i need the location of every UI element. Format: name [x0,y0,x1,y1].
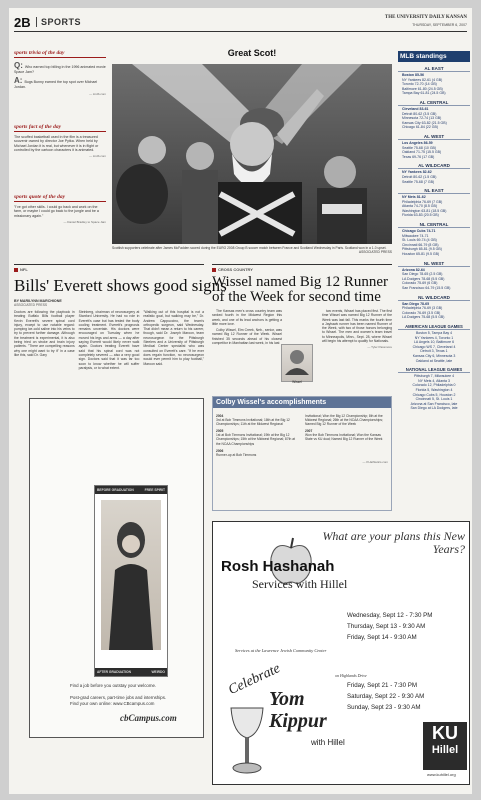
accomplishment-year: 2007 [305,429,313,434]
division-name: NL EAST [398,188,470,194]
wissel-kicker: CROSS COUNTRY [218,267,253,272]
kiddush-cup-icon [227,704,267,776]
wissel-credit: — Tyler Passmore [367,345,392,350]
game-result: Cincinnati 5, St. Louis 1 [415,397,453,402]
ad-line-3: Find your own online: www.CBcampus.com [70,701,155,706]
standings-team-row: Minnesota 72-74 (13 GB) [402,116,442,121]
fact-credit: — imdb.com [89,154,106,159]
standings-team-row: Detroit 80-62 (1.5 GB) [402,174,437,179]
standings-team-row: Pittsburgh 65-81 (9.5 GB) [402,247,442,252]
division-name: AL CENTRAL [398,100,470,106]
quote-title: sports quote of the day [14,194,106,202]
hillel-ad [212,521,470,785]
question-label: Q: [14,61,23,70]
game-result: LA Angels 10, Baltimore 6 [413,340,455,345]
standings-team-row: San Francisco 64-79 (15.5 GB) [402,286,451,290]
mlb-standings [398,51,470,517]
standings-team-row: Houston 65-81 (9.5 GB) [402,252,440,257]
accomplishment-text: Won the Bob Timmons Invitational; Won the Kansas State vs KU dual; Named Big 12 Runner of the Week [305,433,383,442]
game-result: Pittsburgh 7, Milwaukee 4 [413,374,455,379]
division-name: NL WILDCARD [398,295,470,301]
answer-text: Bugs Bunny earned the top spot over Michael Jordan. [14,80,98,90]
standings-team-row: NY Yankees 82-61 (4 GB) [402,77,443,82]
standings-team-row: San Diego 78-65 [402,301,430,306]
page-header [14,14,467,32]
standings-team-row: LA Dodgers 75-68 (5.5 GB) [402,315,445,320]
masthead: THE UNIVERSITY DAILY KANSAN [384,15,467,20]
photo-caption-text: Scottish supporters celebrate after James McFadden scored during the EURO 2008 Group B soccer match between France and Scotland Wednesday in Paris. Scotland won in a 1-0 upset. [112,246,387,250]
standings-team-row: Baltimore 61-80 (24.5 GB) [402,86,443,91]
kicker-square-icon [212,268,216,272]
wissel-para-2: Colby Wissel, Elm Creek, Neb., senior, was named Big 12 Runner of the Week. Wissel finished 35 seconds ahead of his closest competitor in Manhattan last week, in his last [212,328,282,346]
free-spirit-label: FREE SPIRIT [144,488,165,492]
service-date: Wednesday, Sept 12 - 7:30 PM [347,612,433,619]
accomplishments-left [216,411,299,457]
al-games-title: AMERICAN LEAGUE GAMES [398,324,470,330]
trivia-title: sports trivia of the day [14,50,106,58]
hillel-logo-text: Hillel [431,744,459,756]
accomplishments-title: Colby Wissel's accomplishments [213,397,391,408]
al-games-list [398,331,470,363]
standings-title: MLB standings [398,51,470,62]
accomplishment-year: 2005 [216,429,224,434]
standings-division [398,295,470,320]
kippur-text: Kippur [269,710,327,732]
standings-team-row: Cleveland 83-61 [402,106,429,111]
quote-text: "I've got other skills. I could go back and work on the farm, or maybe I could go back to the jungle and be a missionary again." [14,205,99,218]
accomplishment-text: 3rd at Bob Timmons Invitational; 18th at the Big 12 Championships; 11th at the Midwest Regional [216,418,290,427]
nl-games-list [398,374,470,411]
service-location: Services at the Lawrence Jewish Community Center [235,648,327,653]
accomplishments-credit: — KUathletics.com [362,459,388,464]
ku-logo-text: KU [432,723,458,743]
standings-team-row: Seattle 75-68 (10 GB) [402,145,437,150]
standings-team-row: Chicago Cubs 74-71 [402,229,436,234]
game-result: NY Mets 4, Atlanta 3 [418,378,450,383]
services-title: Services with Hillel [252,577,348,591]
page-number: 2B [14,15,31,30]
standings-team-row: Arizona 82-64 [402,267,425,272]
accomplishments-box [212,396,392,511]
wissel-headline: Wissel named Big 12 Runner of the Week for second time [212,274,389,305]
standings-team-row: LA Dodgers 78-68 (5.5 GB) [402,276,445,281]
division-name: NL CENTRAL [398,222,470,228]
standings-team-row: Colorado 76-69 (3.5 GB) [402,310,441,315]
standings-division [398,163,470,184]
service-date: Saturday, Sept 22 - 9:30 AM [347,693,425,700]
standings-team-row: Milwaukee 74-71 [402,233,429,238]
standings-team-row: Atlanta 74-70 (8.5 GB) [402,204,438,209]
standings-team-row: Cincinnati 66-79 (8 GB) [402,242,439,247]
ad-tagline: What are your plans this New Years? [322,529,465,556]
service-date: Thursday, Sept 13 - 9:30 AM [347,623,426,630]
standings-divisions [398,66,470,320]
hillel-url: www.kuhillel.org [427,772,456,777]
quote-box [14,194,106,224]
photo-caption [112,246,392,254]
newspaper-page [9,8,472,794]
standings-team-row: Philadelphia 76-69 (7 GB) [402,199,443,204]
trivia-credit: — imdb.com [89,91,106,96]
fact-box [14,124,106,158]
cbcampus-ad [29,398,204,738]
standings-team-row: Los Angeles 86-59 [402,140,433,145]
bills-headline: Bills' Everett shows good signs [14,276,227,295]
standings-team-row: Detroit 80-62 (3.5 GB) [402,111,437,116]
bills-article [14,264,227,392]
bills-agency: ASSOCIATED PRESS [14,303,48,307]
photo-credit: ASSOCIATED PRESS [358,250,392,254]
wissel-article [212,264,392,392]
standings-team-row: Kansas City 63-82 (21.5 GB) [402,120,447,125]
with-hillel-text: with Hillel [311,738,345,747]
wissel-para-3: two events, Wissel has placed first. The first time Wissel was named Big 12 Runner of the Week was last fall. This marks the fourth time a Jayhawk runner has been named Runner of the Week, with two of those honors belonging to Wissel. The men and women's team travel to Minneapolis, Minn., Sept. 28, where Wissel will begin his attempt to qualify for Nationals. [322,309,392,344]
mugshot-caption: Wissel [292,380,302,384]
game-result: Kansas City 6, Minnesota 3 [412,353,456,358]
news-photo [112,64,392,244]
game-result: NY Yankees 4, Toronto 1 [414,335,454,340]
standings-team-row: Washington 63-81 (18.5 GB) [402,208,447,213]
standings-team-row: Tampa Bay 61-81 (24.5 GB) [402,91,446,96]
fans-photo-graphic [112,64,392,244]
bills-column-1: Doctors are following the playbook in treating Buffalo Bills football player Kevin Everett's severe spinal cord injury, except to use notable regard: pumping ice-cold saline into his veins to try to prevent further damage. Although the treatment is experimental, it is also being tried on stroke and brain injury patients. "There are compelling reasons why one might want to try it" in a case like this, said Dr. Gary [14,310,75,357]
rosh-hashanah-title: Rosh Hashanah [221,558,335,575]
yom-text: Yom [269,688,305,710]
service-date: Sunday, Sept 23 - 9:30 AM [347,704,421,711]
bills-byline: BY MARILYNN MARCHIONE [14,299,62,303]
game-result: Colorado 12, Philadelphia 0 [412,383,456,388]
accomplishment-text: Invitational; Won the Big 12 Championship; 8th at the Midwest Regional; 26th at the NCAA Championships; Named Big 12 Runner of the Week [305,414,383,427]
person-graphic [101,500,161,650]
service-date: Friday, Sept 14 - 9:30 AM [347,634,417,641]
standings-team-row: Texas 69-76 (17 GB) [402,154,435,159]
section-title: SPORTS [36,17,81,27]
standings-team-row: Boston 85-56 [402,73,424,77]
game-result: San Diego at LA Dodgers, late [410,406,458,411]
nl-games-title: NATIONAL LEAGUE GAMES [398,367,470,373]
ad-line-1: Find a job before you outstay your welcome. [70,683,157,688]
standings-division [398,100,470,130]
after-label: AFTER GRADUATION [97,670,132,674]
standings-team-row: Seattle 75-68 (7 GB) [402,179,435,184]
kicker-square-icon [14,268,18,272]
celebrate-text: Celebrate [226,661,283,699]
trivia-box [14,50,106,96]
standings-team-row: San Diego 78-65 (2.5 GB) [402,272,443,277]
cbcampus-logo: cbCampus.com [120,713,177,723]
before-label: BEFORE GRADUATION [97,488,134,492]
location-note: on Highlands Drive [335,673,367,678]
standings-division [398,261,470,291]
accomplishment-year: 2004 [216,414,224,418]
wissel-para-1: The Kansas men's cross country team was ranked fourth in the Midwest Region this week, and one of its lead anchors is getting a little more love. [212,309,282,326]
quote-credit: — Daniel Bradley to Space Jam [63,219,106,224]
standings-division [398,66,470,96]
bills-kicker: NFL [20,267,28,272]
standings-division [398,188,470,218]
game-result: Oakland at Seattle, late [415,358,453,363]
ad-photo [94,485,168,677]
standings-team-row: St. Louis 69-74 (4 GB) [402,238,437,243]
wissel-mugshot [281,344,313,382]
bills-column-3: "Walking out of this hospital is not a realistic goal, but walking may be," Dr. Andrew Cappuccino, the team's orthopedic surgeon, said Wednesday. That didn't mean a return to his career, though, said Dr. Joseph Maroon, team neurosurgeon for the Pittsburgh Steelers and a University of Pittsburgh Medical Center specialist who was consulted on Everett's care. "If he ever does regain function, no neurosurgeon would ever permit him to play football," Maroon said. [143,310,205,366]
game-result: Boston 5, Tampa Bay 4 [415,330,453,335]
standings-team-row: Oakland 71-75 (15.5 GB) [402,150,442,155]
fact-title: sports fact of the day [14,124,106,132]
standings-team-row: Chicago 61-84 (22 GB) [402,125,438,130]
division-name: AL WEST [398,134,470,140]
accomplishment-text: 1st at Bob Timmons Invitational; 19th at the Big 12 Championships; 15th at the Midwest Regional; 87th at the NCAA Championships [216,433,295,446]
accomplishment-text: Runner-up at Bob Timmons [216,452,257,457]
standings-team-row: NY Yankees 82-62 [402,170,432,175]
ku-hillel-logo [423,722,467,770]
fact-text: The scuffed basketball used in the film is a treasured souvenir owned by director Joe Pytka. When held by Michael Jordan it is real, but whenever it is in flight or controlled by the cartoon characters it is animated. [14,135,99,152]
division-name: AL WILDCARD [398,163,470,169]
game-result: Chicago WS 7, Cleveland 4 [412,344,456,349]
bills-column-2: Steinberg, chairman of neurosurgery at Stanford University. He had no role in Everett's case but has tested the body cooling treatment. Everett's prognosis remains uncertain. His doctors were encouraged on Tuesday when he moved his legs and arms — a day after saying Everett would likely never walk again. Doctors treating Everett have said that his spinal cord was not completely severed — also a very good sign. Doctors said that it was far too soon to know whether he will suffer paralysis, or to what extent. [78,310,140,370]
left-rail [14,36,106,261]
division-name: AL EAST [398,66,470,72]
ad-person-image [101,500,161,650]
standings-team-row: Colorado 75-69 (6 GB) [402,281,438,286]
standings-team-row: Toronto 72-70 (14 GB) [402,82,437,87]
answer-label: A: [14,76,23,86]
ad-line-2: Post-grad careers, part-time jobs and internships. [70,695,167,700]
game-result: Florida 5, Washington 4 [415,387,453,392]
game-result: Chicago Cubs 5, Houston 2 [412,392,456,397]
photo-headline: Great Scot! [227,48,277,58]
headshot-graphic [282,345,312,375]
service-date: Friday, Sept 21 - 7:30 PM [347,682,418,689]
accomplishment-year: 2006 [216,448,224,453]
game-result: Detroit 3, Texas 1 [420,349,448,354]
standings-team-row: NY Mets 81-62 [402,195,426,200]
accomplishments-right [305,411,388,457]
standings-division [398,134,470,159]
standings-team-row: Philadelphia 76-69 (3 GB) [402,306,443,311]
game-result: Arizona at San Francisco, late [410,401,458,406]
division-name: NL WEST [398,261,470,267]
standings-team-row: Florida 63-83 (20.5 GB) [402,213,439,218]
question-text: Who earned top billing in the 1996 animated movie Space Jam? [14,65,106,74]
standings-division [398,222,470,257]
weirdo-label: WEIRDO [151,670,165,674]
issue-date: THURSDAY, SEPTEMBER 6, 2007 [412,23,467,27]
